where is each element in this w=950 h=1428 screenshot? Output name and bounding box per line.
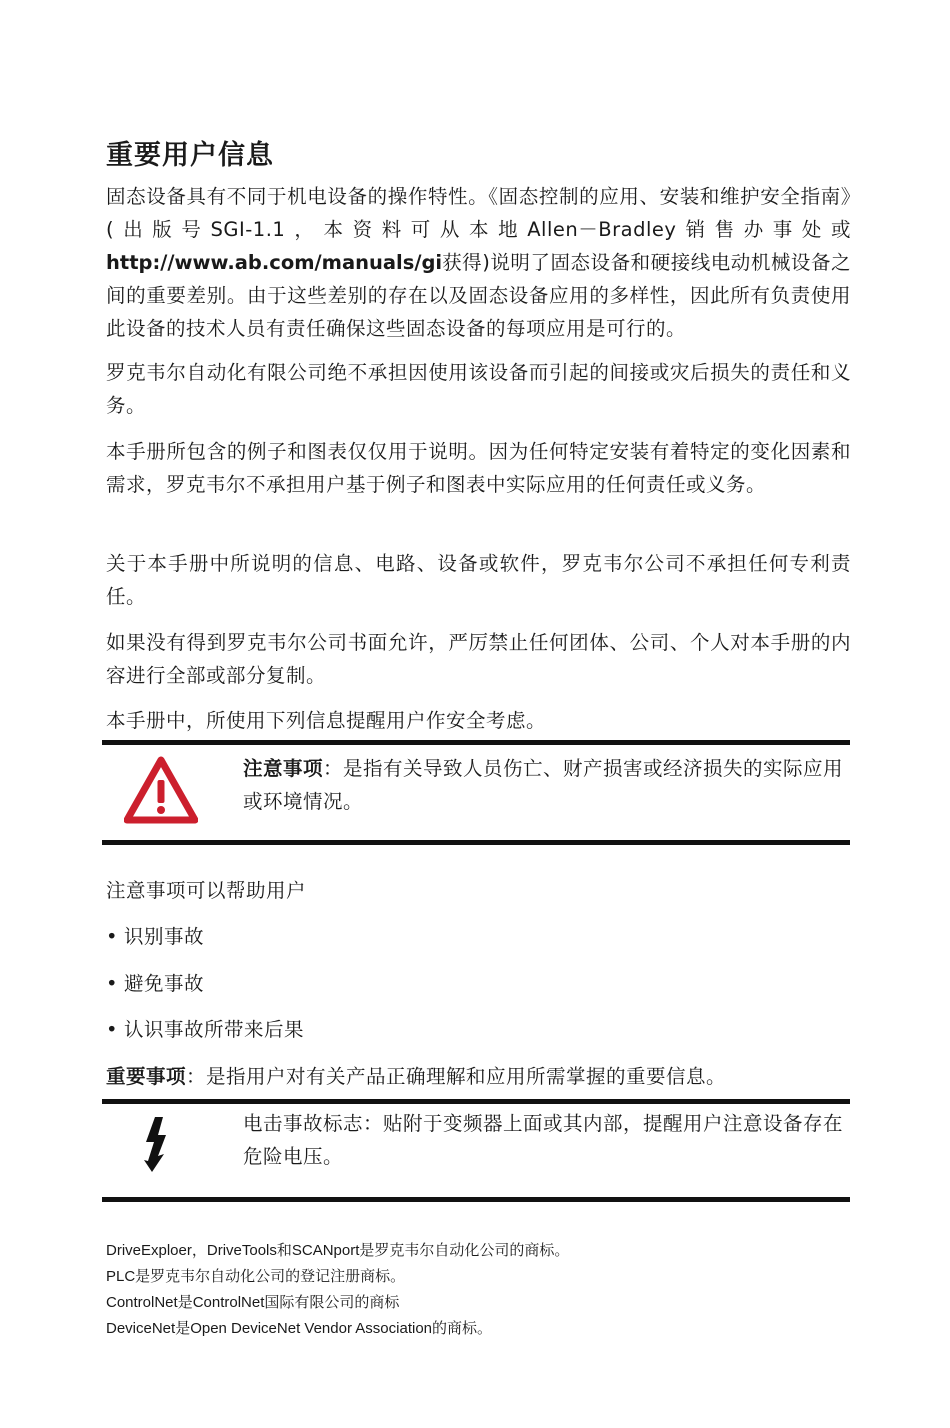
bullet-mark: • [106,972,119,995]
bullet-mark: • [106,1018,119,1041]
divider-top [102,1099,850,1104]
trademark-line: PLC是罗克韦尔自动化公司的登记注册商标。 [106,1268,406,1285]
list-item-text: 避免事故 [124,972,205,995]
list-item-text: 识别事故 [124,925,205,948]
divider-bottom [102,1197,850,1202]
divider-top [102,740,850,745]
paragraph-copyright: 如果没有得到罗克韦尔公司书面允许，严厉禁止任何团体、公司、个人对本手册的内容进行全部或部分复制。 [106,631,851,687]
manuals-url: http://www.ab.com/manuals/gi [106,251,443,274]
important-text: ：是指用户对有关产品正确理解和应用所需掌握的重要信息。 [186,1065,727,1088]
important-label: 重要事项 [106,1065,187,1088]
list-item-text: 认识事故所带来后果 [124,1018,305,1041]
lightning-bolt-icon [141,1115,171,1173]
attention-text: ：是指有关导致人员伤亡、财产损害或经济损失的实际应用或环境情况。 [243,757,844,813]
list-item [106,969,204,999]
important-notice [106,1062,726,1092]
page-title: 重要用户信息 [106,140,274,171]
paragraph-solid-state [106,180,851,345]
attention-label: 注意事项 [243,757,324,780]
paragraph-safety-intro: 本手册中，所使用下列信息提醒用户作安全考虑。 [106,709,547,732]
bullet-mark: • [106,925,119,948]
warning-triangle-icon [124,756,198,824]
trademark-line: DriveExploer，DriveTools和SCANport是罗克韦尔自动化公司的商标。 [106,1242,570,1259]
list-item [106,922,204,952]
attention-help-intro: 注意事项可以帮助用户 [106,879,307,902]
trademark-line: ControlNet是ControlNet国际有限公司的商标 [106,1294,400,1311]
paragraph-text: 获得)说明了固态设备和硬接线电动机械设备之间的重要差别。由于这些差别的存在以及固态设备应用的多样性，因此所有负责使用此设备的技术人员有责任确保这些固态设备的每项应用是可行的。 [106,251,851,340]
attention-notice [243,752,851,818]
paragraph-patent: 关于本手册中所说明的信息、电路、设备或软件，罗克韦尔公司不承担任何专利责任。 [106,552,851,608]
paragraph-liability: 罗克韦尔自动化有限公司绝不承担因使用该设备而引起的间接或灾后损失的责任和义务。 [106,361,851,417]
divider-bottom [102,840,850,845]
paragraph-examples: 本手册所包含的例子和图表仅仅用于说明。因为任何特定安装有着特定的变化因素和需求，罗克韦尔不承担用户基于例子和图表中实际应用的任何责任或义务。 [106,440,851,496]
paragraph-text: 固态设备具有不同于机电设备的操作特性。《固态控制的应用、安装和维护安全指南》(出版号SGI-1.1，本资料可从本地Allen－Bradley销售办事处或 [106,185,851,241]
shock-notice: 电击事故标志：贴附于变频器上面或其内部，提醒用户注意设备存在危险电压。 [243,1112,844,1168]
trademark-line: DeviceNet是Open DeviceNet Vendor Association的商标。 [106,1320,493,1337]
list-item [106,1015,304,1045]
